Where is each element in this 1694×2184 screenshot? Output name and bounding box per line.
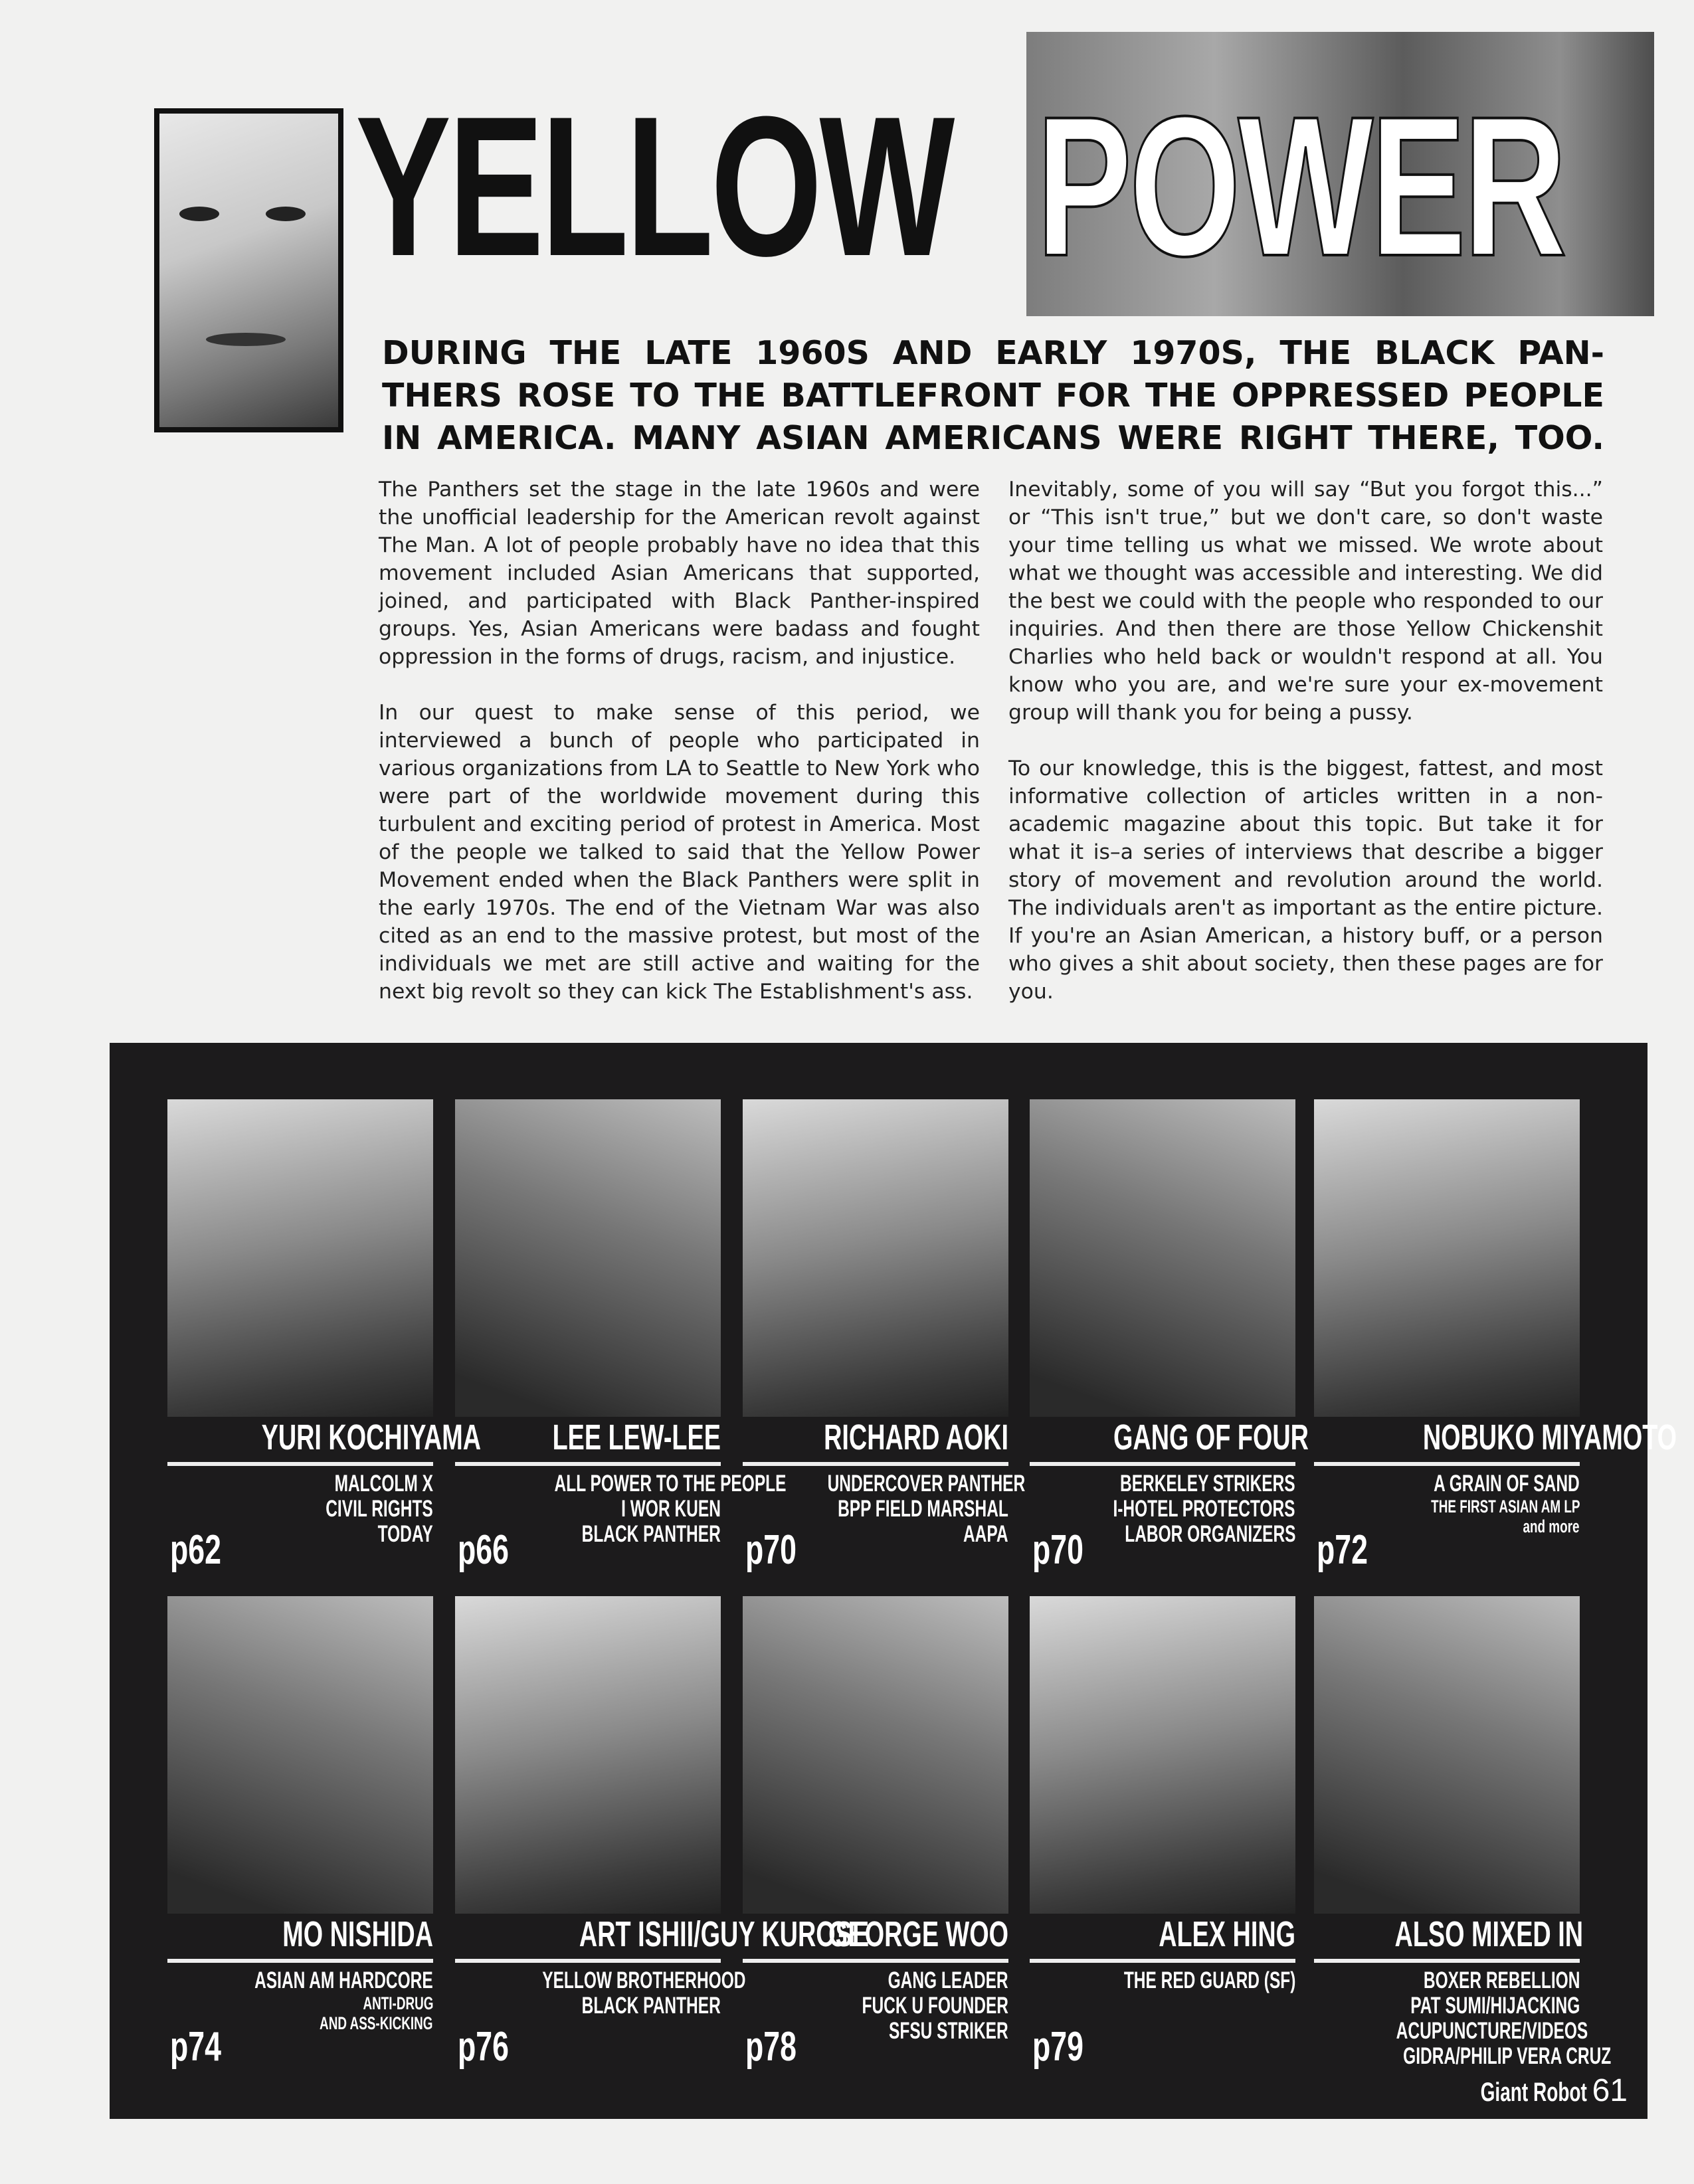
body-column-right (1008, 476, 1603, 1034)
feature-topic (743, 1497, 1008, 1522)
feature-topic-text: AAPA (963, 1521, 1008, 1547)
feature-topic-text: GANG LEADER (888, 1967, 1008, 1993)
paragraph: In our quest to make sense of this period, we interviewed a bunch of people who participated in various organizations from LA to Seattle to New York who were part of the worldwide movement during this turbulent and exciting period of protest in America. Most of the people we talked to said that the Yellow Power Movement ended when the Black Panthers were split in the early 1970s. The end of the Vietnam War was also cited as an end to the massive protest, but most of the individuals we met are still active and waiting for the next big revolt so they can kick The Establishment's ass. (379, 701, 980, 1004)
feature-name-text: ART ISHII/GUY KUROSE (579, 1914, 870, 1954)
feature-topic-text: GIDRA/PHILIP VERA CRUZ (1403, 2043, 1612, 2069)
divider (1030, 1462, 1295, 1466)
feature-topic-text: LABOR ORGANIZERS (1124, 1521, 1295, 1547)
paragraph: To our knowledge, this is the biggest, fattest, and most informative collection of articles written in a non-academic magazine about this topic. But take it for what it is–a series of interviews that describe a bigger story of movement and revolution around the world. The individuals aren't as important as the entire picture. If you're an Asian American, a history buff, or a person who gives a shit about society, then these pages are for you. (1008, 757, 1603, 1004)
feature-photo (1030, 1099, 1295, 1417)
feature-topic (167, 1471, 433, 1497)
feature-topic-text: ACUPUNCTURE/VIDEOS (1396, 2018, 1588, 2044)
feature-photo (455, 1099, 721, 1417)
subheading-line: THERS ROSE TO THE BATTLEFRONT FOR THE OPPRESSED PEOPLE (382, 377, 1604, 414)
feature-topics (1030, 1968, 1295, 2068)
feature-name-text: MO NISHIDA (282, 1914, 433, 1954)
feature-topic (743, 1471, 1026, 1497)
subheading-line: DURING THE LATE 1960S AND EARLY 1970S, THE BLACK PAN- (382, 334, 1604, 372)
feature-topic (743, 1993, 1008, 2019)
feature-page-ref[interactable]: p74 (170, 2024, 221, 2070)
feature-topic-text: ALL POWER TO THE PEOPLE (554, 1471, 787, 1497)
feature-topic-text: YELLOW BROTHERHOOD (542, 1967, 746, 1993)
feature-card[interactable] (743, 1596, 1008, 2068)
feature-topic-text: SFSU STRIKER (889, 2018, 1008, 2044)
feature-topic-text: ASIAN AM HARDCORE (254, 1967, 433, 1993)
feature-topic-text: TODAY (377, 1521, 433, 1547)
feature-name (743, 1417, 1008, 1458)
feature-topic-text: AND ASS-KICKING (320, 2013, 433, 2033)
feature-name-text: ALSO MIXED IN (1394, 1914, 1584, 1954)
feature-topic (1314, 1993, 1580, 2019)
feature-name (1030, 1914, 1295, 1955)
feature-topics (167, 1471, 433, 1571)
mouth (206, 333, 286, 346)
feature-topic-text: UNDERCOVER PANTHER (827, 1471, 1026, 1497)
subheading-line: IN AMERICA. MANY ASIAN AMERICANS WERE RIGHT THERE, TOO. (382, 419, 1604, 457)
title-power: POWER (1036, 74, 1564, 298)
feature-topic (1314, 2043, 1612, 2069)
feature-topic-text: A GRAIN OF SAND (1434, 1471, 1580, 1497)
feature-topic-text: and more (1523, 1516, 1580, 1536)
feature-photo (1314, 1596, 1580, 1914)
feature-topic-text: BOXER REBELLION (1423, 1967, 1580, 1993)
feature-topics (743, 1968, 1008, 2068)
feature-topic-text: CIVIL RIGHTS (326, 1496, 433, 1522)
feature-topics (743, 1471, 1026, 1573)
feature-topic (167, 1497, 433, 1522)
feature-topic (1314, 1968, 1580, 1993)
feature-photo (455, 1596, 721, 1914)
feature-topic-text: I-HOTEL PROTECTORS (1113, 1496, 1295, 1522)
feature-topic (455, 1993, 721, 2019)
feature-name (1030, 1417, 1309, 1458)
feature-name (455, 1914, 870, 1955)
feature-card[interactable] (1314, 1596, 1612, 2069)
feature-card[interactable] (167, 1596, 433, 2068)
feature-topic (1030, 1968, 1295, 1993)
feature-name (1314, 1914, 1584, 1955)
feature-topic-text: THE RED GUARD (SF) (1123, 1967, 1295, 1993)
feature-topic (455, 1497, 721, 1522)
magazine-name: Giant Robot (1480, 2078, 1587, 2107)
feature-page-ref[interactable]: p72 (1317, 1527, 1368, 1573)
feature-card[interactable] (743, 1099, 1026, 1573)
feature-photo (1314, 1099, 1580, 1417)
divider (455, 1959, 721, 1963)
feature-topic-text: THE FIRST ASIAN AM LP (1430, 1497, 1580, 1516)
feature-topics (1314, 1967, 1612, 2069)
divider (743, 1959, 1008, 1963)
feature-topic-text: BLACK PANTHER (581, 1993, 721, 2019)
feature-card[interactable] (1030, 1099, 1309, 1573)
feature-topic (1314, 2018, 1588, 2044)
divider (1030, 1959, 1295, 1963)
feature-topic-text: FUCK U FOUNDER (862, 1993, 1008, 2019)
feature-name-text: LEE LEW-LEE (552, 1417, 721, 1457)
feature-photo (743, 1099, 1008, 1417)
feature-topics (1030, 1471, 1295, 1571)
body-column-left (379, 476, 980, 1034)
feature-name-text: RICHARD AOKI (824, 1417, 1008, 1457)
feature-name-text: GEORGE WOO (828, 1914, 1008, 1954)
feature-topic-text: MALCOLM X (334, 1471, 433, 1497)
feature-topic-text: BLACK PANTHER (581, 1521, 721, 1547)
portrait-illustration (154, 108, 343, 432)
feature-topic (167, 1993, 433, 2013)
feature-topic-text: PAT SUMI/HIJACKING (1410, 1993, 1580, 2019)
feature-name (1314, 1417, 1677, 1458)
eye-right (266, 207, 306, 221)
divider (167, 1959, 433, 1963)
subheading (382, 332, 1604, 460)
paragraph: The Panthers set the stage in the late 1960s and were the unofficial leadership for the American revolt against The Man. A lot of people probably have no idea that this movement included Asian Americans that supported, joined, and participated with Black Panther-inspired groups. Yes, Asian Americans were badass and fought oppression in the forms of drugs, racism, and injustice. (379, 478, 980, 669)
feature-page-ref[interactable]: p76 (458, 2024, 509, 2070)
feature-topic (1030, 1497, 1295, 1522)
feature-card[interactable] (1030, 1596, 1295, 2068)
feature-card[interactable] (1314, 1099, 1677, 1573)
divider (1314, 1462, 1580, 1466)
divider (167, 1462, 433, 1466)
feature-topics (1314, 1471, 1580, 1571)
feature-topic (1314, 1471, 1580, 1497)
feature-name-text: YURI KOCHIYAMA (261, 1417, 482, 1457)
feature-photo (167, 1099, 433, 1417)
feature-name (167, 1417, 482, 1458)
feature-topic (455, 1471, 787, 1497)
feature-topic-text: BERKELEY STRIKERS (1120, 1471, 1295, 1497)
feature-topic-text: BPP FIELD MARSHAL (838, 1496, 1008, 1522)
paragraph: Inevitably, some of you will say “But you forgot this...” or “This isn't true,” but we don't care, so don't waste your time telling us what we missed. We wrote about what we thought was accessible and interesting. We did the best we could with the people who responded to our inquiries. And then there are those Yellow Chickenshit Charlies who held back or wouldn't respond at all. You know who you are, and we're sure your ex-movement group will thank you for being a pussy. (1008, 478, 1603, 725)
feature-name-text: GANG OF FOUR (1113, 1417, 1309, 1457)
feature-page-ref[interactable]: p70 (1032, 1527, 1083, 1573)
feature-card[interactable] (167, 1099, 482, 1573)
feature-page-ref[interactable]: p78 (745, 2024, 797, 2070)
feature-name (743, 1914, 1008, 1955)
feature-topic (455, 1967, 746, 1993)
feature-name-text: NOBUKO MIYAMOTO (1422, 1417, 1677, 1457)
feature-name (167, 1914, 433, 1955)
feature-page-ref[interactable]: p66 (458, 1527, 509, 1573)
feature-page-ref[interactable]: p62 (170, 1527, 221, 1573)
divider (455, 1462, 721, 1466)
feature-photo (743, 1596, 1008, 1914)
feature-topic (743, 1968, 1008, 1993)
feature-topic (1030, 1471, 1295, 1497)
feature-topics (455, 1967, 746, 2070)
title-yellow: YELLOW (355, 74, 952, 298)
divider (1314, 1959, 1580, 1963)
feature-topic-text: ANTI-DRUG (362, 1993, 433, 2013)
feature-topics (167, 1968, 433, 2068)
page-footer (1435, 2072, 1628, 2109)
feature-photo (167, 1596, 433, 1914)
feature-topic (167, 1968, 433, 1993)
feature-topic (1314, 1497, 1580, 1516)
feature-photo (1030, 1596, 1295, 1914)
feature-page-ref[interactable]: p70 (745, 1527, 797, 1573)
divider (743, 1462, 1008, 1466)
page-number: 61 (1592, 2073, 1628, 2108)
feature-topic-text: I WOR KUEN (621, 1496, 721, 1522)
feature-name (455, 1417, 721, 1458)
feature-page-ref[interactable]: p79 (1032, 2024, 1083, 2070)
feature-name-text: ALEX HING (1159, 1914, 1295, 1954)
eye-left (179, 207, 219, 221)
